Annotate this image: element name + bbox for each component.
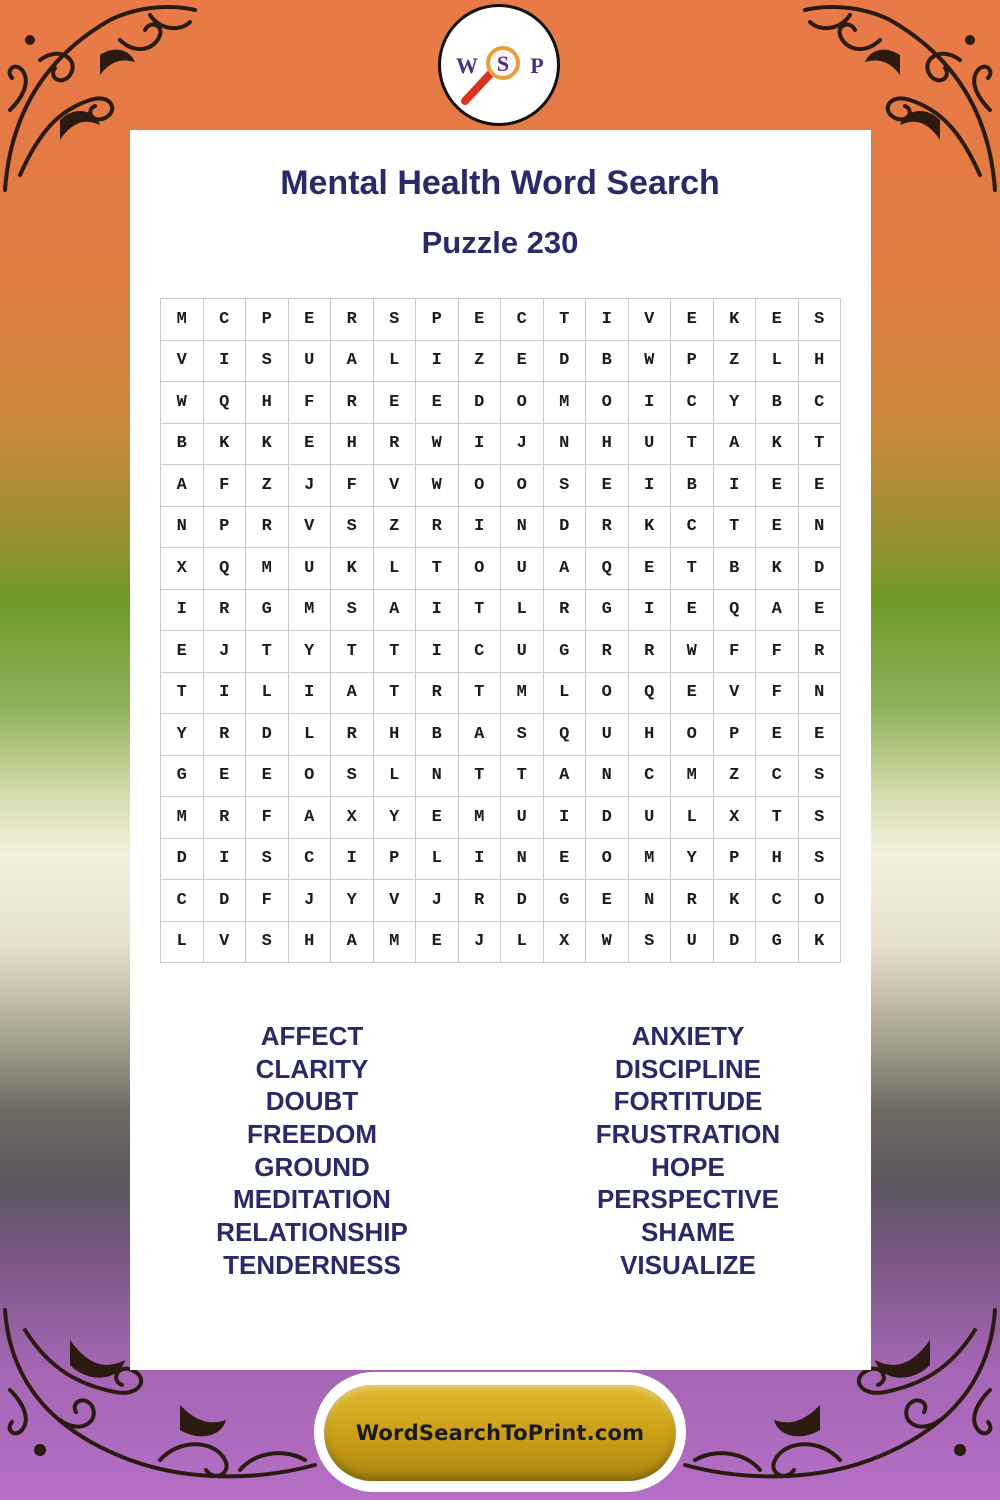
grid-cell[interactable]: T — [331, 631, 374, 673]
grid-cell[interactable]: V — [161, 340, 204, 382]
grid-cell[interactable]: C — [501, 299, 544, 341]
grid-cell[interactable]: R — [543, 589, 586, 631]
grid-cell[interactable]: A — [713, 423, 756, 465]
logo-letter-p: P — [530, 53, 544, 78]
grid-cell[interactable]: X — [331, 797, 374, 839]
grid-cell[interactable]: S — [331, 589, 374, 631]
grid-cell[interactable]: J — [458, 921, 501, 963]
grid-cell[interactable]: P — [373, 838, 416, 880]
grid-cell[interactable]: L — [373, 755, 416, 797]
word-list-item: SHAME — [641, 1217, 735, 1248]
grid-cell[interactable]: F — [288, 382, 331, 424]
grid-cell[interactable]: I — [203, 340, 246, 382]
grid-cell[interactable]: L — [373, 548, 416, 590]
grid-cell[interactable]: E — [756, 299, 799, 341]
footer-site-badge[interactable] — [324, 1385, 676, 1481]
grid-cell[interactable]: F — [756, 631, 799, 673]
grid-cell[interactable]: Q — [628, 672, 671, 714]
grid-cell[interactable]: S — [798, 797, 841, 839]
grid-cell[interactable]: C — [798, 382, 841, 424]
grid-cell[interactable]: Q — [586, 548, 629, 590]
grid-cell[interactable]: B — [671, 465, 714, 507]
grid-cell[interactable]: L — [501, 921, 544, 963]
footer-site-link[interactable]: WordSearchToPrint.com — [355, 1421, 645, 1445]
grid-cell[interactable]: O — [798, 880, 841, 922]
grid-cell[interactable]: M — [161, 797, 204, 839]
grid-cell[interactable]: T — [671, 423, 714, 465]
grid-cell[interactable]: A — [331, 921, 374, 963]
grid-cell[interactable]: S — [798, 755, 841, 797]
grid-cell[interactable]: I — [203, 672, 246, 714]
word-list-item: ANXIETY — [631, 1021, 745, 1051]
grid-cell[interactable]: R — [331, 382, 374, 424]
grid-row — [161, 631, 841, 673]
grid-cell[interactable]: E — [798, 589, 841, 631]
grid-cell[interactable]: Y — [331, 880, 374, 922]
grid-cell[interactable]: N — [501, 838, 544, 880]
grid-cell[interactable]: C — [756, 880, 799, 922]
grid-cell[interactable]: L — [671, 797, 714, 839]
grid-cell[interactable]: H — [331, 423, 374, 465]
grid-cell[interactable]: Y — [161, 714, 204, 756]
grid-cell[interactable]: V — [713, 672, 756, 714]
grid-cell[interactable]: J — [288, 465, 331, 507]
grid-cell[interactable]: S — [331, 755, 374, 797]
grid-cell[interactable]: M — [501, 672, 544, 714]
grid-cell[interactable]: C — [628, 755, 671, 797]
grid-cell[interactable]: W — [416, 423, 459, 465]
puzzle-number: Puzzle 230 — [421, 225, 579, 260]
grid-cell[interactable]: Z — [373, 506, 416, 548]
grid-cell[interactable]: S — [246, 838, 289, 880]
grid-cell[interactable]: K — [798, 921, 841, 963]
grid-cell[interactable]: F — [713, 631, 756, 673]
grid-cell[interactable]: D — [586, 797, 629, 839]
grid-cell[interactable]: W — [586, 921, 629, 963]
letter-grid — [160, 298, 841, 963]
grid-cell[interactable]: A — [161, 465, 204, 507]
grid-cell[interactable]: D — [713, 921, 756, 963]
grid-cell[interactable]: S — [373, 299, 416, 341]
grid-cell[interactable]: P — [203, 506, 246, 548]
grid-cell[interactable]: E — [161, 631, 204, 673]
grid-cell[interactable]: R — [373, 423, 416, 465]
grid-cell[interactable]: E — [798, 465, 841, 507]
grid-cell[interactable]: L — [501, 589, 544, 631]
grid-cell[interactable]: E — [756, 714, 799, 756]
grid-cell[interactable]: T — [713, 506, 756, 548]
grid-cell[interactable]: E — [373, 382, 416, 424]
grid-cell[interactable]: Y — [373, 797, 416, 839]
grid-cell[interactable]: N — [416, 755, 459, 797]
grid-cell[interactable]: H — [798, 340, 841, 382]
word-list-item: FREEDOM — [247, 1119, 377, 1150]
grid-cell[interactable]: K — [246, 423, 289, 465]
grid-cell[interactable]: S — [628, 921, 671, 963]
grid-cell[interactable]: T — [543, 299, 586, 341]
word-list-left — [112, 1020, 512, 1282]
grid-row — [161, 755, 841, 797]
grid-cell[interactable]: Y — [288, 631, 331, 673]
grid-cell[interactable]: I — [161, 589, 204, 631]
grid-cell[interactable]: G — [543, 880, 586, 922]
word-list-item: RELATIONSHIP — [216, 1217, 408, 1248]
word-list-item: FORTITUDE — [613, 1086, 763, 1117]
grid-cell[interactable]: R — [331, 299, 374, 341]
grid-row — [161, 921, 841, 963]
grid-row — [161, 797, 841, 839]
grid-cell[interactable]: O — [458, 548, 501, 590]
grid-cell[interactable]: T — [458, 589, 501, 631]
word-list-item: DOUBT — [265, 1086, 359, 1117]
grid-cell[interactable]: Q — [713, 589, 756, 631]
grid-cell[interactable]: T — [756, 797, 799, 839]
grid-cell[interactable]: E — [288, 423, 331, 465]
grid-cell[interactable]: H — [756, 838, 799, 880]
grid-cell[interactable]: U — [671, 921, 714, 963]
grid-cell[interactable]: E — [756, 506, 799, 548]
grid-cell[interactable]: T — [798, 423, 841, 465]
grid-cell[interactable]: L — [161, 921, 204, 963]
grid-cell[interactable]: E — [586, 465, 629, 507]
grid-cell[interactable]: W — [161, 382, 204, 424]
grid-cell[interactable]: V — [373, 880, 416, 922]
grid-cell[interactable]: S — [798, 299, 841, 341]
grid-cell[interactable]: F — [246, 797, 289, 839]
grid-cell[interactable]: N — [586, 755, 629, 797]
grid-cell[interactable]: T — [458, 755, 501, 797]
grid-cell[interactable]: E — [203, 755, 246, 797]
grid-cell[interactable]: P — [246, 299, 289, 341]
grid-cell[interactable]: R — [671, 880, 714, 922]
grid-cell[interactable]: O — [501, 465, 544, 507]
grid-cell[interactable]: R — [586, 506, 629, 548]
grid-cell[interactable]: B — [756, 382, 799, 424]
grid-cell[interactable]: Z — [713, 340, 756, 382]
grid-cell[interactable]: R — [246, 506, 289, 548]
grid-cell[interactable]: R — [586, 631, 629, 673]
grid-cell[interactable]: R — [416, 506, 459, 548]
grid-row — [161, 506, 841, 548]
grid-cell[interactable]: M — [628, 838, 671, 880]
grid-cell[interactable]: X — [161, 548, 204, 590]
grid-cell[interactable]: I — [713, 465, 756, 507]
grid-cell[interactable]: M — [288, 589, 331, 631]
grid-cell[interactable]: C — [671, 506, 714, 548]
grid-row — [161, 340, 841, 382]
grid-cell[interactable]: L — [288, 714, 331, 756]
grid-cell[interactable]: Y — [713, 382, 756, 424]
word-list-item: PERSPECTIVE — [596, 1184, 780, 1215]
grid-cell[interactable]: J — [203, 631, 246, 673]
grid-cell[interactable]: T — [671, 548, 714, 590]
grid-cell[interactable]: O — [586, 382, 629, 424]
grid-cell[interactable]: U — [501, 797, 544, 839]
grid-cell[interactable]: E — [543, 838, 586, 880]
grid-cell[interactable]: E — [628, 548, 671, 590]
grid-cell[interactable]: E — [756, 465, 799, 507]
grid-cell[interactable]: R — [203, 589, 246, 631]
grid-cell[interactable]: H — [586, 423, 629, 465]
grid-cell[interactable]: Z — [246, 465, 289, 507]
grid-cell[interactable]: C — [203, 299, 246, 341]
grid-cell[interactable]: U — [501, 631, 544, 673]
grid-cell[interactable]: K — [628, 506, 671, 548]
grid-cell[interactable]: H — [373, 714, 416, 756]
grid-cell[interactable]: T — [373, 631, 416, 673]
grid-cell[interactable]: J — [501, 423, 544, 465]
grid-cell[interactable]: A — [756, 589, 799, 631]
grid-cell[interactable]: N — [628, 880, 671, 922]
grid-cell[interactable]: E — [416, 797, 459, 839]
grid-cell[interactable]: O — [586, 838, 629, 880]
grid-cell[interactable]: I — [586, 299, 629, 341]
grid-cell[interactable]: T — [458, 672, 501, 714]
grid-cell[interactable]: G — [756, 921, 799, 963]
grid-cell[interactable]: U — [288, 548, 331, 590]
grid-cell[interactable]: U — [628, 797, 671, 839]
grid-cell[interactable]: O — [671, 714, 714, 756]
grid-cell[interactable]: C — [671, 382, 714, 424]
grid-cell[interactable]: N — [798, 506, 841, 548]
grid-row — [161, 299, 841, 341]
grid-cell[interactable]: F — [756, 672, 799, 714]
grid-cell[interactable]: D — [458, 382, 501, 424]
grid-cell[interactable]: R — [331, 714, 374, 756]
grid-cell[interactable]: A — [373, 589, 416, 631]
grid-cell[interactable]: V — [373, 465, 416, 507]
grid-cell[interactable]: W — [628, 340, 671, 382]
grid-row — [161, 382, 841, 424]
grid-cell[interactable]: E — [671, 589, 714, 631]
grid-cell[interactable]: P — [671, 340, 714, 382]
grid-row — [161, 880, 841, 922]
grid-cell[interactable]: E — [416, 382, 459, 424]
grid-cell[interactable]: K — [756, 423, 799, 465]
grid-cell[interactable]: Q — [203, 548, 246, 590]
grid-cell[interactable]: D — [543, 340, 586, 382]
grid-cell[interactable]: E — [501, 340, 544, 382]
grid-cell[interactable]: A — [543, 755, 586, 797]
grid-cell[interactable]: U — [586, 714, 629, 756]
grid-cell[interactable]: U — [501, 548, 544, 590]
grid-cell[interactable]: I — [416, 340, 459, 382]
grid-cell[interactable]: C — [458, 631, 501, 673]
grid-cell[interactable]: L — [416, 838, 459, 880]
grid-cell[interactable]: J — [288, 880, 331, 922]
word-list-right — [488, 1020, 888, 1282]
grid-cell[interactable]: I — [628, 589, 671, 631]
grid-cell[interactable]: M — [543, 382, 586, 424]
grid-cell[interactable]: B — [713, 548, 756, 590]
grid-row — [161, 589, 841, 631]
grid-cell[interactable]: H — [628, 714, 671, 756]
grid-cell[interactable]: T — [501, 755, 544, 797]
grid-cell[interactable]: K — [713, 299, 756, 341]
grid-cell[interactable]: L — [543, 672, 586, 714]
grid-cell[interactable]: I — [458, 506, 501, 548]
grid-row — [161, 548, 841, 590]
grid-row — [161, 714, 841, 756]
grid-cell[interactable]: E — [671, 672, 714, 714]
page-title: Mental Health Word Search — [280, 164, 720, 202]
grid-cell[interactable]: S — [501, 714, 544, 756]
grid-cell[interactable]: R — [416, 672, 459, 714]
grid-cell[interactable]: X — [543, 921, 586, 963]
grid-cell[interactable]: K — [756, 548, 799, 590]
word-list-item: AFFECT — [260, 1021, 364, 1051]
grid-cell[interactable]: D — [543, 506, 586, 548]
grid-cell[interactable]: V — [628, 299, 671, 341]
grid-cell[interactable]: Z — [713, 755, 756, 797]
grid-row — [161, 672, 841, 714]
grid-cell[interactable]: L — [246, 672, 289, 714]
grid-cell[interactable]: B — [586, 340, 629, 382]
grid-cell[interactable]: U — [288, 340, 331, 382]
grid-cell[interactable]: K — [203, 423, 246, 465]
grid-cell[interactable]: A — [458, 714, 501, 756]
grid-cell[interactable]: N — [501, 506, 544, 548]
grid-cell[interactable]: K — [331, 548, 374, 590]
grid-cell[interactable]: R — [203, 714, 246, 756]
logo-letter-w: W — [456, 53, 478, 78]
grid-row — [161, 838, 841, 880]
grid-cell[interactable]: T — [161, 672, 204, 714]
grid-cell[interactable]: Y — [671, 838, 714, 880]
grid-cell[interactable]: A — [331, 672, 374, 714]
word-list-item: CLARITY — [255, 1053, 369, 1084]
grid-cell[interactable]: M — [246, 548, 289, 590]
grid-cell[interactable]: O — [501, 382, 544, 424]
grid-cell[interactable]: G — [586, 589, 629, 631]
grid-cell[interactable]: J — [416, 880, 459, 922]
grid-cell[interactable]: M — [161, 299, 204, 341]
grid-cell[interactable]: E — [586, 880, 629, 922]
grid-cell[interactable]: E — [798, 714, 841, 756]
grid-cell[interactable]: V — [203, 921, 246, 963]
grid-cell[interactable]: P — [713, 838, 756, 880]
grid-cell[interactable]: R — [628, 631, 671, 673]
grid-cell[interactable]: T — [373, 672, 416, 714]
word-list-item: TENDERNESS — [223, 1249, 401, 1280]
word-list-item: MEDITATION — [233, 1184, 391, 1215]
grid-cell[interactable]: I — [543, 797, 586, 839]
grid-cell[interactable]: N — [798, 672, 841, 714]
grid-cell[interactable]: Q — [203, 382, 246, 424]
word-list-item: HOPE — [651, 1151, 725, 1182]
grid-cell[interactable]: E — [458, 299, 501, 341]
grid-cell[interactable]: S — [543, 465, 586, 507]
grid-cell[interactable]: X — [713, 797, 756, 839]
grid-cell[interactable]: Z — [458, 340, 501, 382]
grid-cell[interactable]: R — [203, 797, 246, 839]
grid-cell[interactable]: M — [373, 921, 416, 963]
grid-cell[interactable]: T — [416, 548, 459, 590]
grid-cell[interactable]: A — [288, 797, 331, 839]
grid-cell[interactable]: G — [161, 755, 204, 797]
grid-cell[interactable]: F — [331, 465, 374, 507]
grid-cell[interactable]: I — [416, 589, 459, 631]
grid-cell[interactable]: I — [288, 672, 331, 714]
grid-cell[interactable]: C — [161, 880, 204, 922]
grid-row — [161, 423, 841, 465]
grid-cell[interactable]: H — [288, 921, 331, 963]
grid-cell[interactable]: V — [288, 506, 331, 548]
grid-cell[interactable]: E — [288, 299, 331, 341]
word-list-item: GROUND — [254, 1151, 370, 1182]
grid-cell[interactable]: G — [246, 589, 289, 631]
grid-cell[interactable]: O — [288, 755, 331, 797]
grid-cell[interactable]: D — [161, 838, 204, 880]
grid-cell[interactable]: E — [416, 921, 459, 963]
grid-cell[interactable]: D — [798, 548, 841, 590]
grid-cell[interactable]: N — [543, 423, 586, 465]
grid-cell[interactable]: C — [288, 838, 331, 880]
grid-cell[interactable]: I — [458, 423, 501, 465]
grid-cell[interactable]: E — [671, 299, 714, 341]
grid-cell[interactable]: L — [373, 340, 416, 382]
grid-cell[interactable]: B — [161, 423, 204, 465]
grid-cell[interactable]: I — [458, 838, 501, 880]
grid-cell[interactable]: D — [203, 880, 246, 922]
grid-cell[interactable]: D — [501, 880, 544, 922]
word-list-item: VISUALIZE — [620, 1249, 756, 1280]
grid-cell[interactable]: E — [246, 755, 289, 797]
grid-cell[interactable]: W — [416, 465, 459, 507]
grid-cell[interactable]: K — [713, 880, 756, 922]
grid-cell[interactable]: R — [458, 880, 501, 922]
grid-cell[interactable]: I — [331, 838, 374, 880]
word-list-item: FRUSTRATION — [595, 1119, 781, 1150]
grid-cell[interactable]: S — [246, 921, 289, 963]
grid-cell[interactable]: O — [458, 465, 501, 507]
grid-cell[interactable]: S — [331, 506, 374, 548]
grid-cell[interactable]: Q — [543, 714, 586, 756]
grid-cell[interactable]: U — [628, 423, 671, 465]
grid-cell[interactable]: I — [203, 838, 246, 880]
grid-cell[interactable]: A — [543, 548, 586, 590]
grid-cell[interactable]: F — [203, 465, 246, 507]
grid-cell[interactable]: S — [246, 340, 289, 382]
grid-cell[interactable]: R — [798, 631, 841, 673]
grid-cell[interactable]: H — [246, 382, 289, 424]
grid-cell[interactable]: I — [628, 465, 671, 507]
grid-cell[interactable]: O — [586, 672, 629, 714]
grid-cell[interactable]: B — [416, 714, 459, 756]
grid-cell[interactable]: D — [246, 714, 289, 756]
grid-cell[interactable]: W — [671, 631, 714, 673]
grid-cell[interactable]: A — [331, 340, 374, 382]
grid-cell[interactable]: P — [713, 714, 756, 756]
grid-cell[interactable]: L — [756, 340, 799, 382]
grid-cell[interactable]: I — [416, 631, 459, 673]
grid-cell[interactable]: I — [628, 382, 671, 424]
grid-cell[interactable]: M — [458, 797, 501, 839]
grid-cell[interactable]: N — [161, 506, 204, 548]
grid-cell[interactable]: C — [756, 755, 799, 797]
word-list-item: DISCIPLINE — [615, 1053, 761, 1084]
grid-row — [161, 465, 841, 507]
grid-cell[interactable]: S — [798, 838, 841, 880]
grid-cell[interactable]: M — [671, 755, 714, 797]
grid-cell[interactable]: F — [246, 880, 289, 922]
wsp-logo — [438, 4, 560, 126]
grid-cell[interactable]: G — [543, 631, 586, 673]
grid-cell[interactable]: P — [416, 299, 459, 341]
logo-letter-s: S — [496, 51, 510, 76]
grid-cell[interactable]: T — [246, 631, 289, 673]
